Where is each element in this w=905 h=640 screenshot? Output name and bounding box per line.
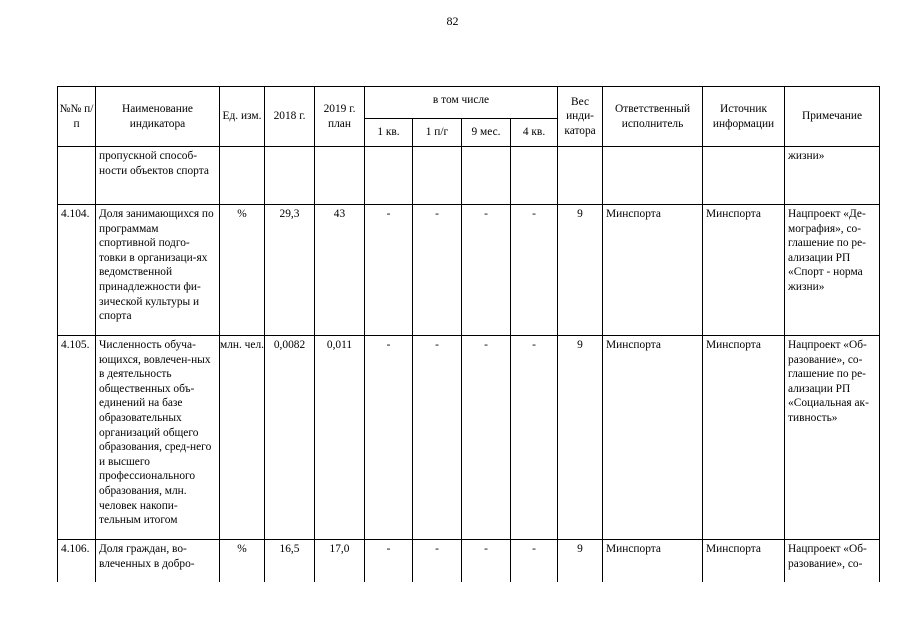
cell-responsible: Минспорта xyxy=(603,336,703,540)
cell-name: Численность обуча-ющихся, вовлечен-ных в деятельность общественных объ-единений на базе образовательных организаций общего образования, сред-него и высшего профессионального образования, млн. человек накопи-тельным итогом xyxy=(96,336,220,540)
header-q4: 4 кв. xyxy=(511,119,558,147)
cell-unit: % xyxy=(220,205,265,336)
cell-2018: 0,0082 xyxy=(265,336,315,540)
cell-num: 4.104. xyxy=(58,205,96,336)
header-source: Источник информации xyxy=(703,87,785,147)
cell-q4: - xyxy=(511,336,558,540)
cell-2019: 0,011 xyxy=(315,336,365,540)
cell-2019: 17,0 xyxy=(315,540,365,582)
cell-q1: - xyxy=(365,205,413,336)
cell-2018 xyxy=(265,147,315,205)
cell-weight xyxy=(558,147,603,205)
cell-9m: - xyxy=(462,205,511,336)
header-num: №№ п/п xyxy=(58,87,96,147)
cell-weight: 9 xyxy=(558,205,603,336)
cell-num: 4.106. xyxy=(58,540,96,582)
cell-9m: - xyxy=(462,540,511,582)
header-h1: 1 п/г xyxy=(413,119,462,147)
cell-note: Нацпроект «Об-разование», со- xyxy=(785,540,880,582)
cell-h1: - xyxy=(413,205,462,336)
header-weight: Вес инди-катора xyxy=(558,87,603,147)
header-unit: Ед. изм. xyxy=(220,87,265,147)
cell-weight: 9 xyxy=(558,540,603,582)
cell-note: жизни» xyxy=(785,147,880,205)
cell-num: 4.105. xyxy=(58,336,96,540)
cell-unit: млн. чел. xyxy=(220,336,265,540)
cell-responsible: Минспорта xyxy=(603,540,703,582)
cell-9m: - xyxy=(462,336,511,540)
cell-q1: - xyxy=(365,540,413,582)
header-9m: 9 мес. xyxy=(462,119,511,147)
cell-name: Доля граждан, во-влеченных в добро- xyxy=(96,540,220,582)
cell-note: Нацпроект «Об-разование», со-глашение по ре-ализации РП «Социальная ак-тивность» xyxy=(785,336,880,540)
table-row xyxy=(58,336,880,540)
cell-h1: - xyxy=(413,336,462,540)
cell-source xyxy=(703,147,785,205)
cell-name: Доля занимающихся по программам спортивной подго-товки в организаци-ях ведомственной принадлежности фи-зической культуры и спорта xyxy=(96,205,220,336)
indicators-table xyxy=(57,86,880,582)
cell-responsible: Минспорта xyxy=(603,205,703,336)
cell-q1 xyxy=(365,147,413,205)
header-note: Примечание xyxy=(785,87,880,147)
cell-2018: 16,5 xyxy=(265,540,315,582)
cell-h1 xyxy=(413,147,462,205)
cell-source: Минспорта xyxy=(703,336,785,540)
header-2019-plan: 2019 г. план xyxy=(315,87,365,147)
header-responsible: Ответственный исполнитель xyxy=(603,87,703,147)
cell-q4: - xyxy=(511,205,558,336)
cell-unit xyxy=(220,147,265,205)
cell-num xyxy=(58,147,96,205)
cell-q4 xyxy=(511,147,558,205)
table-row xyxy=(58,147,880,205)
header-2018: 2018 г. xyxy=(265,87,315,147)
cell-q1: - xyxy=(365,336,413,540)
table-row xyxy=(58,540,880,582)
cell-2019 xyxy=(315,147,365,205)
cell-responsible xyxy=(603,147,703,205)
header-q1: 1 кв. xyxy=(365,119,413,147)
cell-2018: 29,3 xyxy=(265,205,315,336)
page-number: 82 xyxy=(446,14,459,28)
cell-weight: 9 xyxy=(558,336,603,540)
cell-note: Нацпроект «Де-мография», со-глашение по ре-ализации РП «Спорт - норма жизни» xyxy=(785,205,880,336)
cell-q4: - xyxy=(511,540,558,582)
cell-name: пропускной способ-ности объектов спорта xyxy=(96,147,220,205)
table-row xyxy=(58,205,880,336)
header-including: в том числе xyxy=(365,87,558,119)
cell-unit: % xyxy=(220,540,265,582)
cell-9m xyxy=(462,147,511,205)
cell-h1: - xyxy=(413,540,462,582)
cell-source: Минспорта xyxy=(703,205,785,336)
cell-source: Минспорта xyxy=(703,540,785,582)
header-name: Наименование индикатора xyxy=(96,87,220,147)
cell-2019: 43 xyxy=(315,205,365,336)
